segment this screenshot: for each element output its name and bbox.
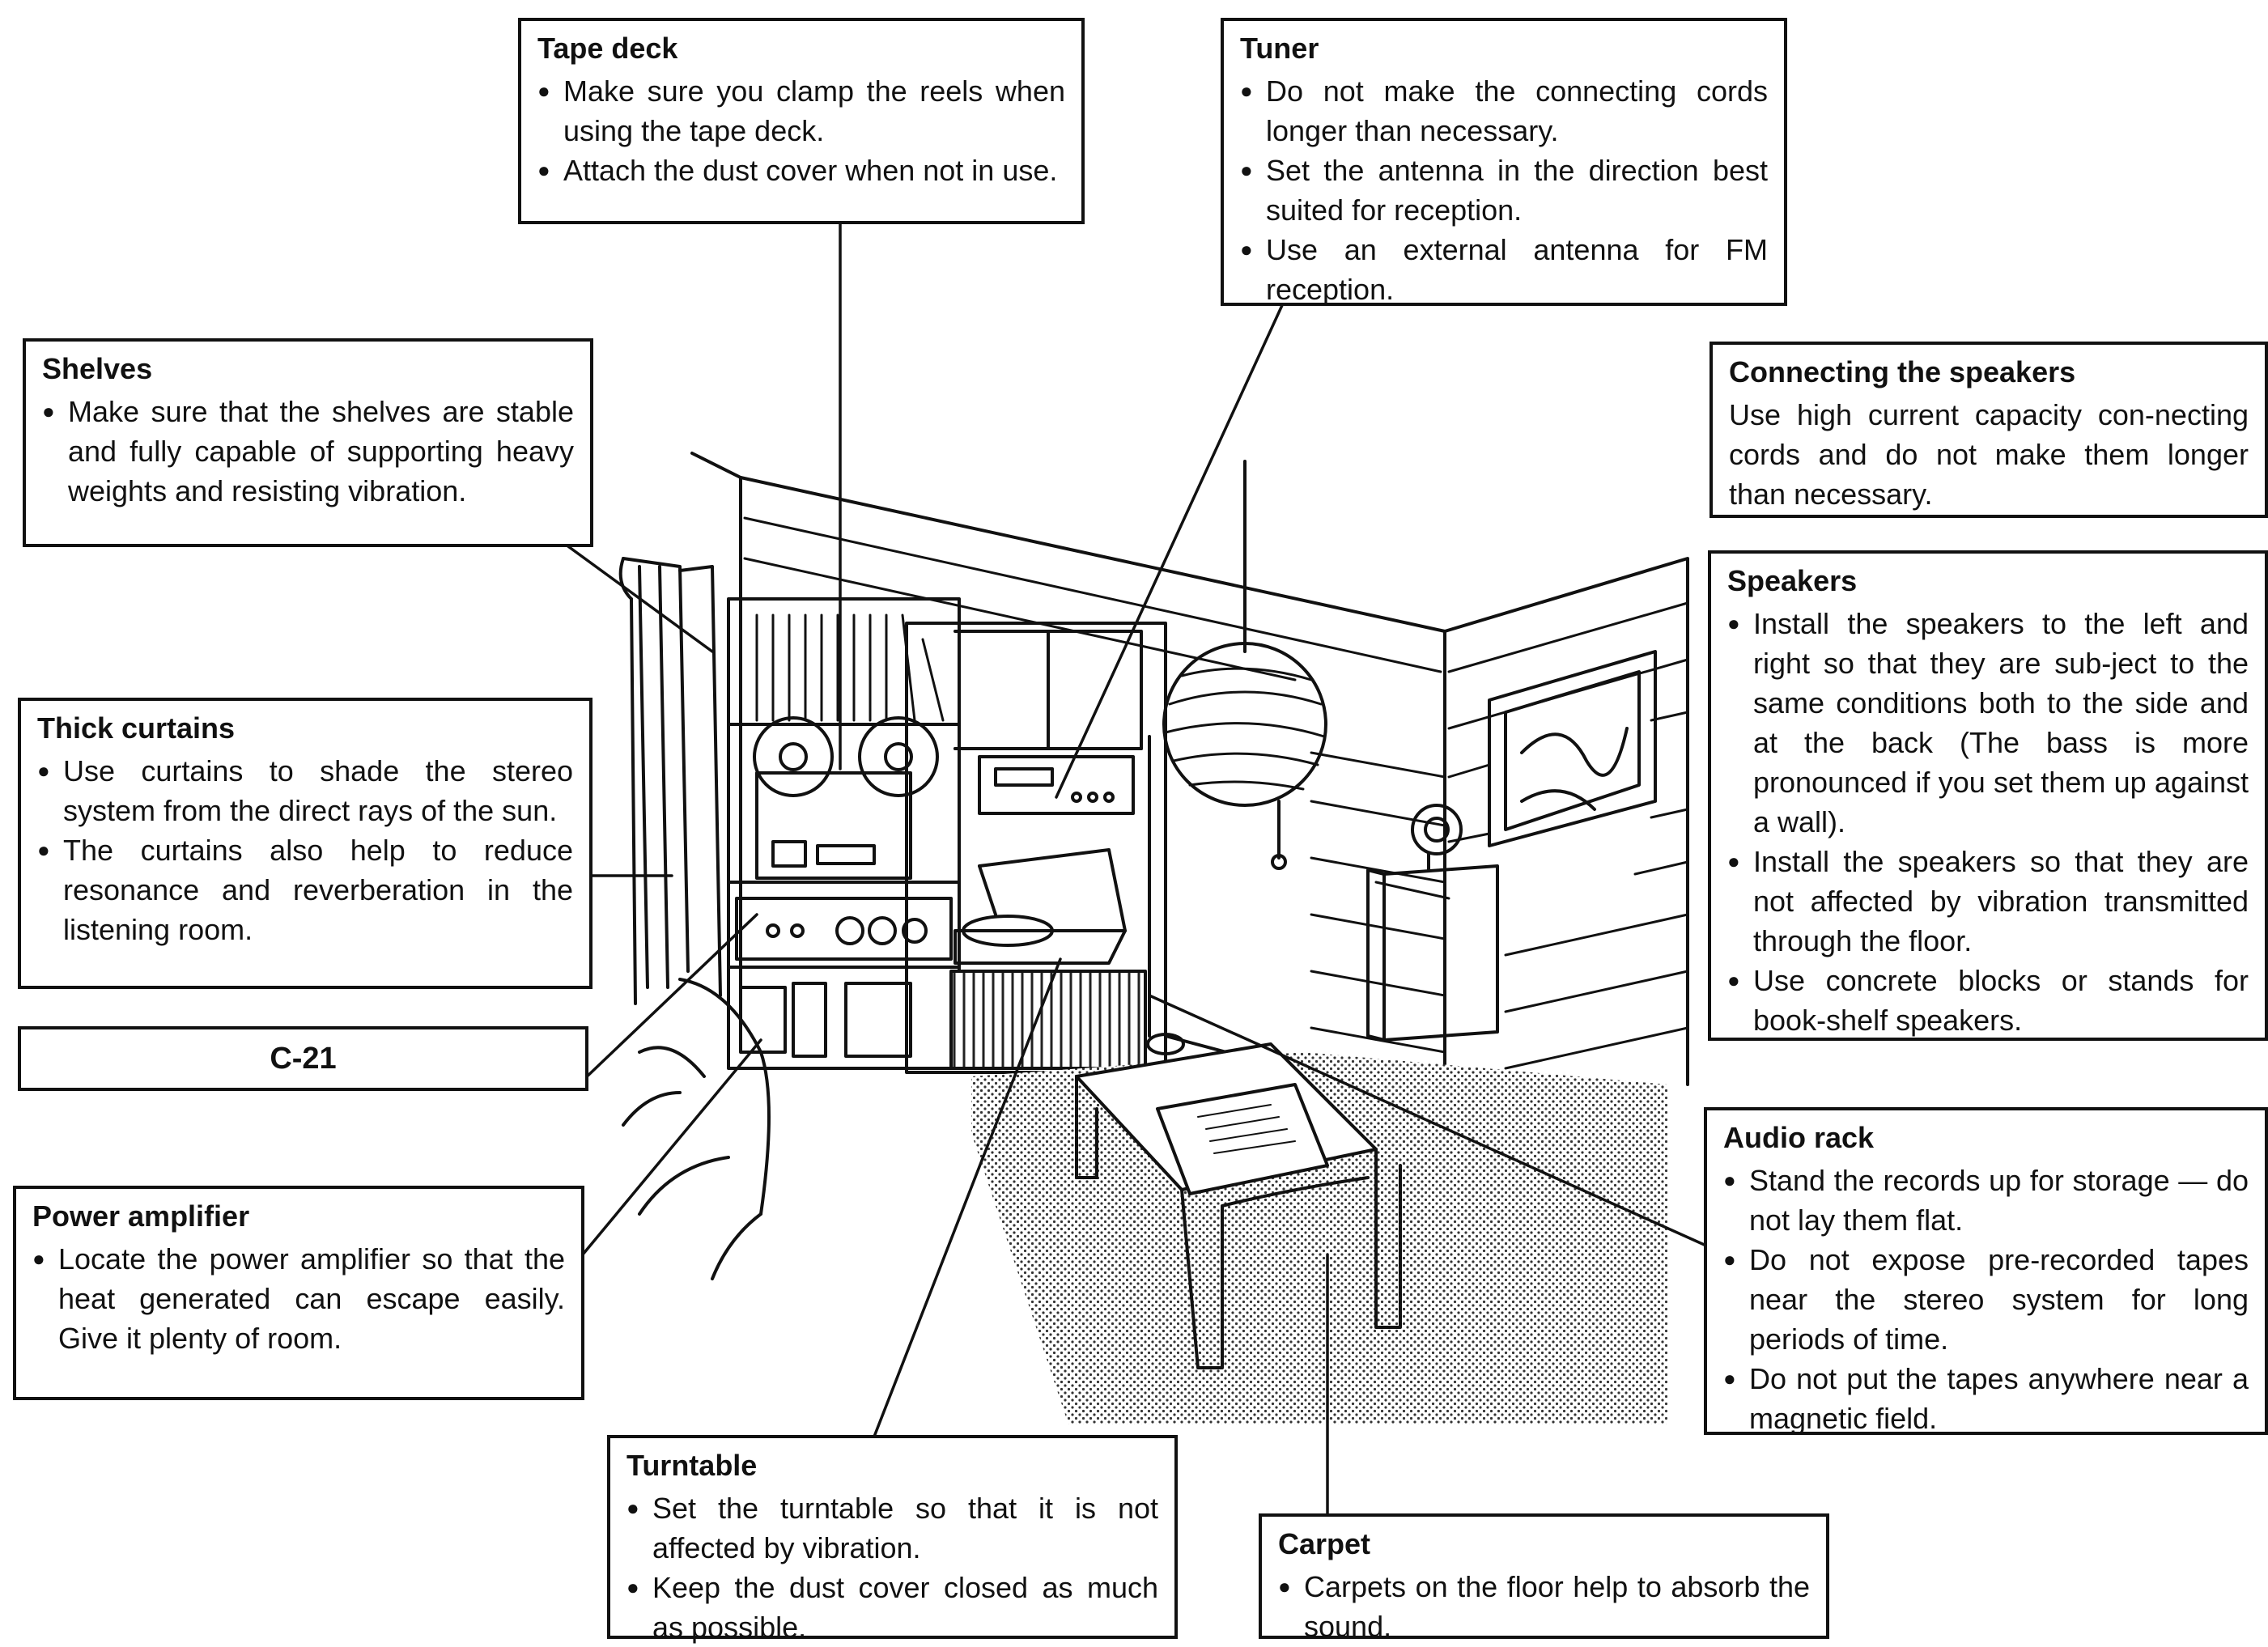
callout-title: Carpet	[1278, 1527, 1371, 1560]
wall-picture	[1489, 652, 1655, 846]
callout-item: ● Do not expose pre-recorded tapes near the stereo system for long periods of time.	[1723, 1240, 2249, 1359]
shelves-callout	[23, 338, 593, 547]
turntable-callout	[607, 1435, 1178, 1644]
callout-title: Speakers	[1727, 564, 1858, 597]
callout-item: ● Locate the power amplifier so that the heat generated can escape easily. Give it plenty of room.	[32, 1239, 565, 1358]
curtain	[621, 558, 720, 1004]
speakers-callout	[1708, 550, 2268, 1041]
carpet-callout	[1259, 1513, 1829, 1643]
callout-item: ● The curtains also help to reduce resonance and reverberation in the listening room.	[37, 830, 573, 949]
callout-text: Use high current capacity con-necting cords and do not make them longer than necessary.	[1729, 398, 2249, 511]
callout-item: ● Keep the dust cover closed as much as possible.	[626, 1568, 1158, 1647]
callout-item: ● Carpets on the floor help to absorb the sound.	[1278, 1567, 1810, 1646]
callout-item: ● Use an external antenna for FM reception.	[1240, 230, 1768, 309]
page-code: C-21	[270, 1041, 337, 1076]
audio-rack-callout	[1704, 1107, 2268, 1435]
thick-curtains-callout	[18, 698, 592, 989]
callout-item: ● Set the antenna in the direction best suited for reception.	[1240, 151, 1768, 230]
callout-title: Tape deck	[537, 32, 678, 65]
callout-item: ● Do not put the tapes anywhere near a magnetic field.	[1723, 1359, 2249, 1438]
power-amplifier-callout	[13, 1186, 584, 1400]
tape-deck-callout	[518, 18, 1085, 224]
callout-item: ● Make sure that the shelves are stable and fully capable of supporting heavy weights and resisting vibration.	[42, 392, 574, 511]
callout-item: ● Use concrete blocks or stands for book-shelf speakers.	[1727, 961, 2249, 1040]
callout-item: ● Set the turntable so that it is not affected by vibration.	[626, 1488, 1158, 1568]
callout-item: ● Install the speakers to the left and right so that they are sub-ject to the same conditions both to the side and at the back (The bass is more pronounced if you set them up against a wall).	[1727, 604, 2249, 842]
callout-title: Tuner	[1240, 32, 1319, 65]
page-code-label	[18, 1026, 588, 1091]
callout-title: Thick curtains	[37, 711, 236, 745]
window	[1149, 736, 1287, 1068]
connecting-speakers-callout	[1709, 342, 2268, 518]
callout-title: Shelves	[42, 352, 153, 385]
callout-title: Power amplifier	[32, 1199, 250, 1233]
cabinet-unit	[907, 623, 1166, 1072]
callout-title: Turntable	[626, 1449, 758, 1482]
callout-title: Connecting the speakers	[1729, 355, 2076, 388]
callout-item: ● Install the speakers so that they are not affected by vibration transmitted through the floor.	[1727, 842, 2249, 961]
callout-item: ● Do not make the connecting cords longer than necessary.	[1240, 71, 1768, 151]
tuner-callout	[1221, 18, 1787, 306]
hanging-lamp	[1164, 461, 1326, 868]
callout-title: Audio rack	[1723, 1121, 1875, 1154]
callout-item: ● Attach the dust cover when not in use.	[537, 151, 1065, 190]
callout-item: ● Use curtains to shade the stereo system from the direct rays of the sun.	[37, 751, 573, 830]
callout-item: ● Stand the records up for storage — do not lay them flat.	[1723, 1161, 2249, 1240]
callout-item: ● Make sure you clamp the reels when using the tape deck.	[537, 71, 1065, 151]
audio-shelf-unit	[728, 599, 959, 1068]
sofa	[623, 979, 769, 1279]
right-speaker	[1368, 805, 1497, 1040]
